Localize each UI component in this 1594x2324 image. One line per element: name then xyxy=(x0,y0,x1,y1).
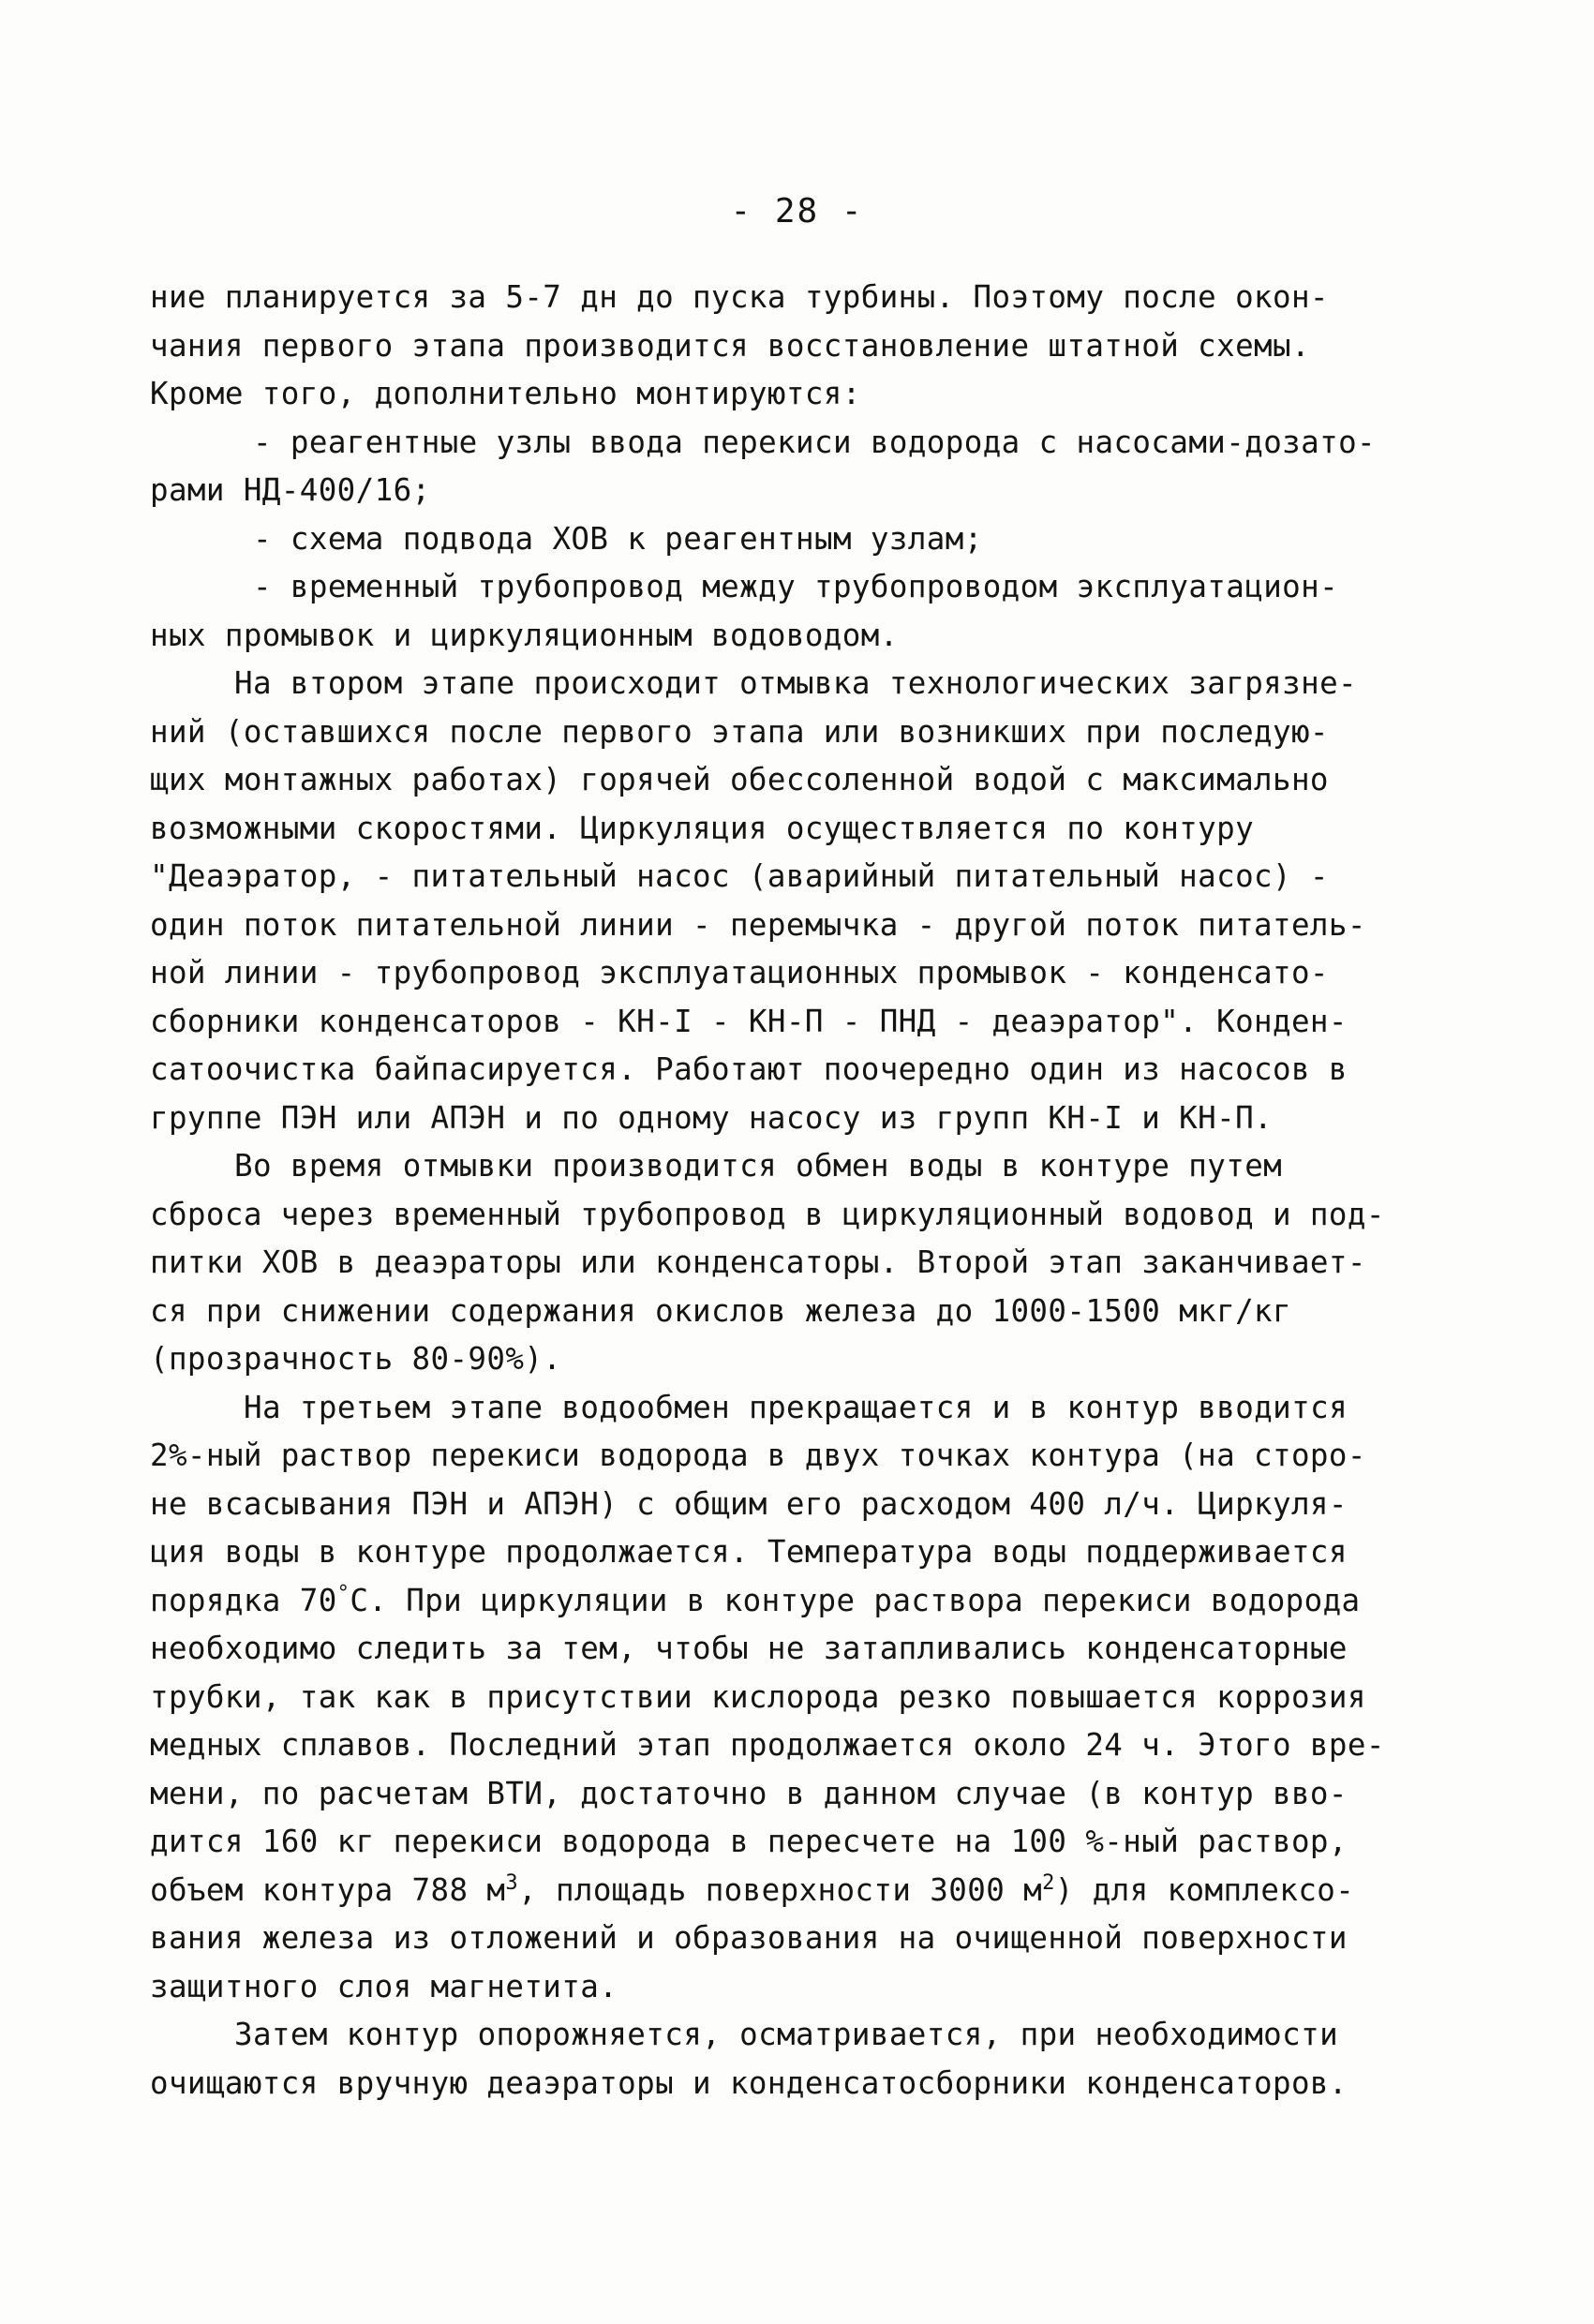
text-line: ция воды в контуре продолжается. Температура воды поддерживается xyxy=(150,1534,1348,1570)
list-item: - временный трубопровод между трубопроводом эксплуатацион- xyxy=(253,569,1339,604)
text-line: один поток питательной линии - перемычка - другой поток питатель- xyxy=(150,906,1366,943)
text-line: мени, по расчетам ВТИ, достаточно в данном случае (в контур вво- xyxy=(150,1775,1348,1811)
list-item: - схема подвода ХОВ к реагентным узлам; xyxy=(253,520,983,557)
text-line: сброса через временный трубопровод в циркуляционный водовод и под- xyxy=(150,1196,1385,1232)
text-line: ной линии - трубопровод эксплуатационных промывок - конденсато- xyxy=(150,955,1329,991)
text-line: медных сплавов. Последний этап продолжается около 24 ч. Этого вре- xyxy=(150,1727,1385,1763)
text-line: трубки, так как в присутствии кислорода резко повышается коррозия xyxy=(150,1678,1366,1715)
body-text xyxy=(150,274,1452,2108)
text-line: "Деаэратор, - питательный насос (аварийный питательный насос) - xyxy=(150,858,1329,894)
cubic-superscript: 3 xyxy=(505,1870,519,1895)
paragraph-start: На третьем этапе водообмен прекращается и в контур вводится xyxy=(244,1389,1348,1425)
text-line: не всасывания ПЭН и АПЭН) с общим его расходом 400 л/ч. Циркуля- xyxy=(150,1485,1348,1522)
text-line: ся при снижении содержания окислов железа до 1000-1500 мкг/кг xyxy=(150,1292,1291,1329)
text-segment: объем контура 788 м xyxy=(150,1871,506,1908)
text-line: очищаются вручную деаэраторы и конденсатосборники конденсаторов. xyxy=(150,2064,1348,2101)
page-number: - 28 - xyxy=(730,192,864,231)
degree-superscript: ° xyxy=(336,1581,350,1605)
text-line: щих монтажных работах) горячей обессоленной водой с максимально xyxy=(150,762,1329,797)
text-line: необходимо следить за тем, чтобы не затапливались конденсаторные xyxy=(150,1631,1348,1666)
list-item: - реагентные узлы ввода перекиси водорода с насосами-дозато- xyxy=(253,424,1376,460)
paragraph-start: Затем контур опорожняется, осматривается, при необходимости xyxy=(234,2017,1339,2052)
text-line: рами НД-400/16; xyxy=(150,472,431,508)
text-line: ных промывок и циркуляционным водоводом. xyxy=(150,617,899,653)
text-line xyxy=(150,1867,1452,1915)
text-line: (прозрачность 80-90%). xyxy=(150,1341,562,1377)
text-line: возможными скоростями. Циркуляция осуществляется по контуру xyxy=(150,810,1255,846)
paragraph-start: На втором этапе происходит отмывка технологических загрязне- xyxy=(234,665,1357,701)
text-segment: С. При циркуляции в контуре раствора перекиси водорода xyxy=(350,1582,1361,1618)
text-line: группе ПЭН или АПЭН и по одному насосу из групп КН-I и КН-П. xyxy=(150,1099,1273,1136)
paragraph-start: Во время отмывки производится обмен воды в контуре путем xyxy=(234,1148,1283,1184)
text-segment: ) для комплексо- xyxy=(1054,1871,1355,1908)
text-line: питки ХОВ в деаэраторы или конденсаторы. Второй этап заканчивает- xyxy=(150,1244,1366,1280)
text-segment: , площадь поверхности 3000 м xyxy=(518,1871,1043,1908)
text-line: защитного слоя магнетита. xyxy=(150,1968,618,2004)
text-line: сборники конденсаторов - КН-I - КН-П - ПНД - деаэратор". Конден- xyxy=(150,1003,1348,1039)
text-line: дится 160 кг перекиси водорода в пересчете на 100 %-ный раствор, xyxy=(150,1824,1348,1859)
text-line: вания железа из отложений и образования на очищенной поверхности xyxy=(150,1920,1348,1956)
text-line: ний (оставшихся после первого этапа или возникших при последую- xyxy=(150,713,1329,750)
text-segment: порядка 70 xyxy=(150,1582,337,1618)
text-line: сатоочистка байпасируется. Работают поочередно один из насосов в xyxy=(150,1051,1348,1087)
text-line: чания первого этапа производится восстановление штатной схемы. xyxy=(150,327,1310,364)
text-line: Кроме того, дополнительно монтируются: xyxy=(150,376,861,411)
square-superscript: 2 xyxy=(1042,1870,1055,1895)
text-line: ние планируется за 5-7 дн до пуска турбины. Поэтому после окон- xyxy=(150,279,1329,315)
text-line xyxy=(150,1577,1452,1626)
text-line: 2%-ный раствор перекиси водорода в двух точках контура (на сторо- xyxy=(150,1438,1366,1473)
